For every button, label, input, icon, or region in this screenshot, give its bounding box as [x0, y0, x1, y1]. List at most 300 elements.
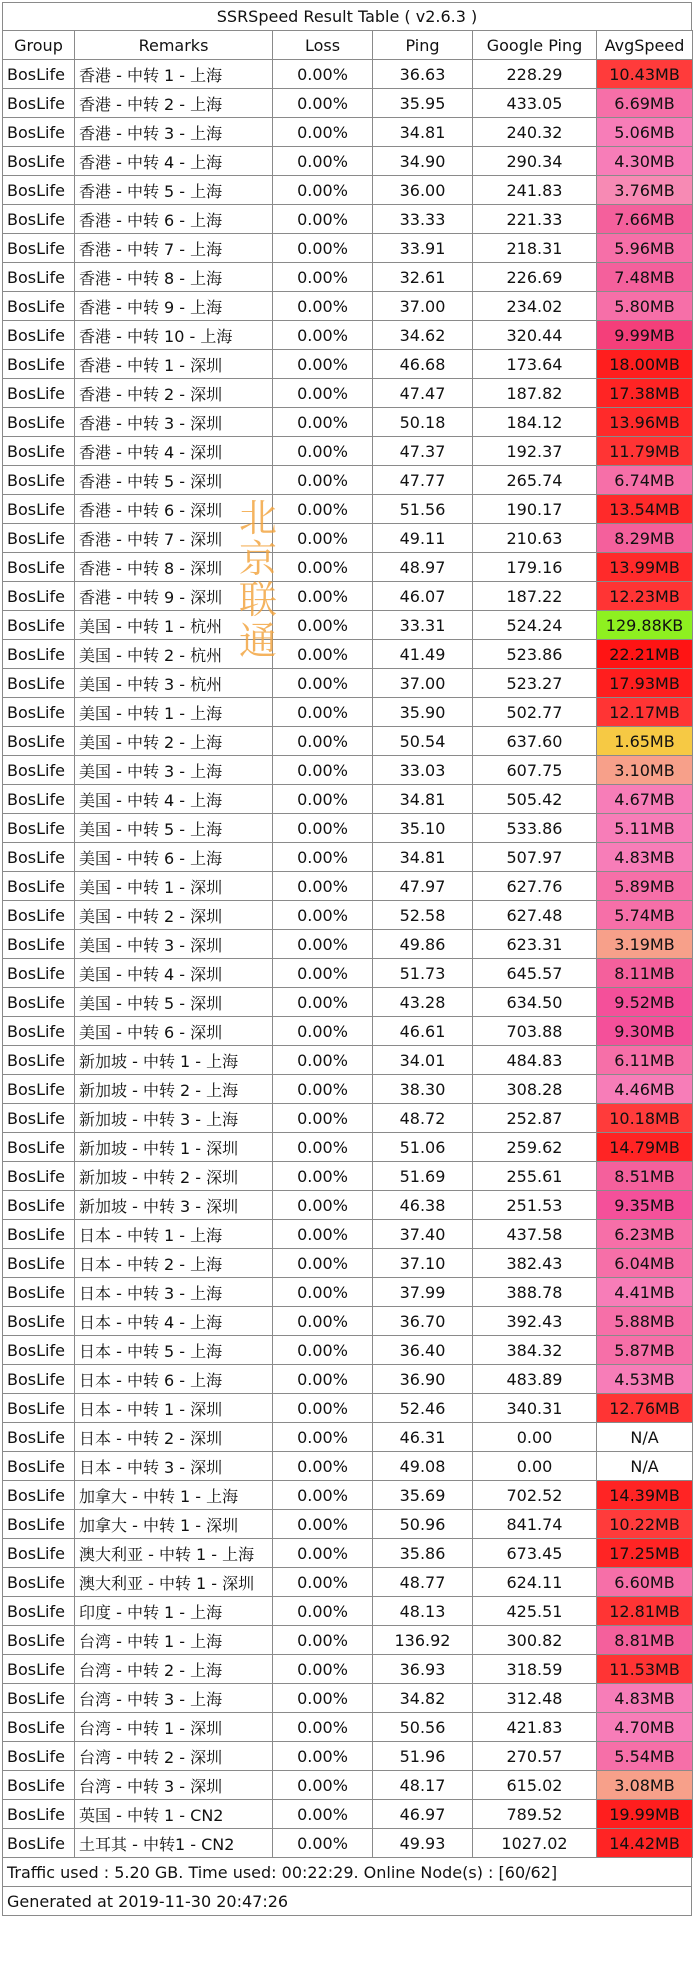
table-row — [3, 582, 693, 611]
google-ping-cell: 228.29 — [473, 60, 597, 89]
ping-cell: 49.08 — [373, 1452, 473, 1481]
loss-cell: 0.00% — [273, 176, 373, 205]
group-cell: BosLife — [3, 466, 75, 495]
ping-cell: 36.93 — [373, 1655, 473, 1684]
google-ping-cell: 0.00 — [473, 1452, 597, 1481]
ping-cell: 48.77 — [373, 1568, 473, 1597]
table-row — [3, 1626, 693, 1655]
google-ping-cell: 270.57 — [473, 1742, 597, 1771]
avgspeed-cell: 5.96MB — [597, 234, 693, 263]
group-cell: BosLife — [3, 843, 75, 872]
group-cell: BosLife — [3, 1133, 75, 1162]
avgspeed-cell: 11.79MB — [597, 437, 693, 466]
remarks-cell: 美国 - 中转 2 - 杭州 — [75, 640, 273, 669]
group-cell: BosLife — [3, 1394, 75, 1423]
group-cell: BosLife — [3, 1191, 75, 1220]
loss-cell: 0.00% — [273, 1162, 373, 1191]
table-row — [3, 1713, 693, 1742]
google-ping-cell: 702.52 — [473, 1481, 597, 1510]
loss-cell: 0.00% — [273, 466, 373, 495]
remarks-cell: 美国 - 中转 2 - 深圳 — [75, 901, 273, 930]
group-cell: BosLife — [3, 1452, 75, 1481]
table-row — [3, 669, 693, 698]
loss-cell: 0.00% — [273, 582, 373, 611]
loss-cell: 0.00% — [273, 1423, 373, 1452]
avgspeed-cell: 12.81MB — [597, 1597, 693, 1626]
loss-cell: 0.00% — [273, 1481, 373, 1510]
avgspeed-cell: 5.54MB — [597, 1742, 693, 1771]
google-ping-cell: 290.34 — [473, 147, 597, 176]
avgspeed-cell: 9.99MB — [597, 321, 693, 350]
ping-cell: 50.56 — [373, 1713, 473, 1742]
google-ping-cell: 483.89 — [473, 1365, 597, 1394]
ping-cell: 36.00 — [373, 176, 473, 205]
table-row — [3, 1742, 693, 1771]
loss-cell: 0.00% — [273, 640, 373, 669]
avgspeed-cell: 14.39MB — [597, 1481, 693, 1510]
table-row — [3, 437, 693, 466]
table-row — [3, 1104, 693, 1133]
group-cell: BosLife — [3, 1713, 75, 1742]
table-row — [3, 118, 693, 147]
remarks-cell: 加拿大 - 中转 1 - 上海 — [75, 1481, 273, 1510]
google-ping-cell: 523.27 — [473, 669, 597, 698]
google-ping-cell: 190.17 — [473, 495, 597, 524]
loss-cell: 0.00% — [273, 1771, 373, 1800]
loss-cell: 0.00% — [273, 437, 373, 466]
table-row — [3, 1800, 693, 1829]
column-header-loss: Loss — [273, 31, 373, 60]
group-cell: BosLife — [3, 582, 75, 611]
table-body — [3, 60, 693, 1858]
avgspeed-cell: 22.21MB — [597, 640, 693, 669]
group-cell: BosLife — [3, 89, 75, 118]
table-row — [3, 1655, 693, 1684]
ping-cell: 47.97 — [373, 872, 473, 901]
group-cell: BosLife — [3, 640, 75, 669]
avgspeed-cell: 12.76MB — [597, 1394, 693, 1423]
remarks-cell: 新加坡 - 中转 3 - 上海 — [75, 1104, 273, 1133]
group-cell: BosLife — [3, 785, 75, 814]
avgspeed-cell: 8.29MB — [597, 524, 693, 553]
ping-cell: 46.38 — [373, 1191, 473, 1220]
ping-cell: 46.07 — [373, 582, 473, 611]
avgspeed-cell: 5.88MB — [597, 1307, 693, 1336]
group-cell: BosLife — [3, 437, 75, 466]
table-row — [3, 379, 693, 408]
ping-cell: 32.61 — [373, 263, 473, 292]
table-row — [3, 1452, 693, 1481]
google-ping-cell: 241.83 — [473, 176, 597, 205]
watermark-char: 北 — [238, 496, 277, 540]
avgspeed-cell: 5.06MB — [597, 118, 693, 147]
table-row — [3, 1336, 693, 1365]
google-ping-cell: 382.43 — [473, 1249, 597, 1278]
google-ping-cell: 173.64 — [473, 350, 597, 379]
table-row — [3, 1510, 693, 1539]
ping-cell: 35.69 — [373, 1481, 473, 1510]
google-ping-cell: 627.76 — [473, 872, 597, 901]
column-header-remarks: Remarks — [75, 31, 273, 60]
avgspeed-cell: 12.17MB — [597, 698, 693, 727]
remarks-cell: 台湾 - 中转 3 - 深圳 — [75, 1771, 273, 1800]
google-ping-cell: 320.44 — [473, 321, 597, 350]
ping-cell: 41.49 — [373, 640, 473, 669]
google-ping-cell: 645.57 — [473, 959, 597, 988]
remarks-cell: 美国 - 中转 3 - 上海 — [75, 756, 273, 785]
remarks-cell: 香港 - 中转 1 - 上海 — [75, 60, 273, 89]
watermark-char: 通 — [238, 619, 277, 663]
group-cell: BosLife — [3, 901, 75, 930]
ping-cell: 34.82 — [373, 1684, 473, 1713]
table-row — [3, 785, 693, 814]
remarks-cell: 香港 - 中转 9 - 上海 — [75, 292, 273, 321]
table-row — [3, 1307, 693, 1336]
avgspeed-cell: 5.80MB — [597, 292, 693, 321]
google-ping-cell: 637.60 — [473, 727, 597, 756]
google-ping-cell: 524.24 — [473, 611, 597, 640]
group-cell: BosLife — [3, 669, 75, 698]
avgspeed-cell: 4.67MB — [597, 785, 693, 814]
table-row — [3, 1191, 693, 1220]
loss-cell: 0.00% — [273, 1220, 373, 1249]
avgspeed-cell: 9.30MB — [597, 1017, 693, 1046]
avgspeed-cell: N/A — [597, 1423, 693, 1452]
table-row — [3, 89, 693, 118]
google-ping-cell: 255.61 — [473, 1162, 597, 1191]
remarks-cell: 英国 - 中转 1 - CN2 — [75, 1800, 273, 1829]
table-row — [3, 988, 693, 1017]
loss-cell: 0.00% — [273, 1075, 373, 1104]
table-row — [3, 1278, 693, 1307]
loss-cell: 0.00% — [273, 379, 373, 408]
remarks-cell: 日本 - 中转 3 - 上海 — [75, 1278, 273, 1307]
table-row — [3, 1539, 693, 1568]
group-cell: BosLife — [3, 1481, 75, 1510]
group-cell: BosLife — [3, 176, 75, 205]
avgspeed-cell: 17.93MB — [597, 669, 693, 698]
ping-cell: 48.13 — [373, 1597, 473, 1626]
group-cell: BosLife — [3, 350, 75, 379]
remarks-cell: 新加坡 - 中转 2 - 深圳 — [75, 1162, 273, 1191]
remarks-cell: 香港 - 中转 7 - 深圳 — [75, 524, 273, 553]
google-ping-cell: 210.63 — [473, 524, 597, 553]
google-ping-cell: 312.48 — [473, 1684, 597, 1713]
avgspeed-cell: 4.46MB — [597, 1075, 693, 1104]
watermark-char: 京 — [238, 537, 277, 581]
google-ping-cell: 505.42 — [473, 785, 597, 814]
google-ping-cell: 607.75 — [473, 756, 597, 785]
loss-cell: 0.00% — [273, 1452, 373, 1481]
remarks-cell: 香港 - 中转 4 - 上海 — [75, 147, 273, 176]
loss-cell: 0.00% — [273, 959, 373, 988]
google-ping-cell: 218.31 — [473, 234, 597, 263]
loss-cell: 0.00% — [273, 930, 373, 959]
avgspeed-cell: 13.54MB — [597, 495, 693, 524]
google-ping-cell: 0.00 — [473, 1423, 597, 1452]
remarks-cell: 新加坡 - 中转 1 - 上海 — [75, 1046, 273, 1075]
group-cell: BosLife — [3, 1017, 75, 1046]
google-ping-cell: 240.32 — [473, 118, 597, 147]
ping-cell: 33.03 — [373, 756, 473, 785]
google-ping-cell: 627.48 — [473, 901, 597, 930]
group-cell: BosLife — [3, 1626, 75, 1655]
group-cell: BosLife — [3, 1510, 75, 1539]
ping-cell: 36.70 — [373, 1307, 473, 1336]
remarks-cell: 日本 - 中转 2 - 深圳 — [75, 1423, 273, 1452]
loss-cell: 0.00% — [273, 698, 373, 727]
table-row — [3, 756, 693, 785]
avgspeed-cell: N/A — [597, 1452, 693, 1481]
avgspeed-cell: 14.42MB — [597, 1829, 693, 1858]
remarks-cell: 美国 - 中转 4 - 深圳 — [75, 959, 273, 988]
table-row — [3, 234, 693, 263]
ping-cell: 34.62 — [373, 321, 473, 350]
ping-cell: 51.69 — [373, 1162, 473, 1191]
group-cell: BosLife — [3, 756, 75, 785]
ping-cell: 49.93 — [373, 1829, 473, 1858]
avgspeed-cell: 3.19MB — [597, 930, 693, 959]
google-ping-cell: 634.50 — [473, 988, 597, 1017]
avgspeed-cell: 12.23MB — [597, 582, 693, 611]
avgspeed-cell: 3.08MB — [597, 1771, 693, 1800]
group-cell: BosLife — [3, 1075, 75, 1104]
remarks-cell: 日本 - 中转 6 - 上海 — [75, 1365, 273, 1394]
table-row — [3, 1075, 693, 1104]
group-cell: BosLife — [3, 321, 75, 350]
traffic-summary: Traffic used : 5.20 GB. Time used: 00:22:29. Online Node(s) : [60/62] — [2, 1858, 692, 1887]
google-ping-cell: 484.83 — [473, 1046, 597, 1075]
google-ping-cell: 425.51 — [473, 1597, 597, 1626]
ping-cell: 37.00 — [373, 669, 473, 698]
avgspeed-cell: 1.65MB — [597, 727, 693, 756]
remarks-cell: 新加坡 - 中转 1 - 深圳 — [75, 1133, 273, 1162]
table-row — [3, 1365, 693, 1394]
loss-cell: 0.00% — [273, 1626, 373, 1655]
avgspeed-cell: 8.11MB — [597, 959, 693, 988]
group-cell: BosLife — [3, 1104, 75, 1133]
table-row — [3, 321, 693, 350]
loss-cell: 0.00% — [273, 1046, 373, 1075]
ping-cell: 52.58 — [373, 901, 473, 930]
google-ping-cell: 502.77 — [473, 698, 597, 727]
remarks-cell: 香港 - 中转 2 - 深圳 — [75, 379, 273, 408]
ping-cell: 46.61 — [373, 1017, 473, 1046]
loss-cell: 0.00% — [273, 1655, 373, 1684]
google-ping-cell: 259.62 — [473, 1133, 597, 1162]
avgspeed-cell: 5.74MB — [597, 901, 693, 930]
loss-cell: 0.00% — [273, 988, 373, 1017]
generated-timestamp: Generated at 2019-11-30 20:47:26 — [2, 1887, 692, 1916]
avgspeed-cell: 129.88KB — [597, 611, 693, 640]
ping-cell: 34.81 — [373, 843, 473, 872]
loss-cell: 0.00% — [273, 89, 373, 118]
table-row — [3, 959, 693, 988]
ping-cell: 51.96 — [373, 1742, 473, 1771]
remarks-cell: 美国 - 中转 5 - 上海 — [75, 814, 273, 843]
table-row — [3, 1568, 693, 1597]
column-header-google-ping: Google Ping — [473, 31, 597, 60]
table-row — [3, 930, 693, 959]
group-cell: BosLife — [3, 1307, 75, 1336]
remarks-cell: 香港 - 中转 5 - 上海 — [75, 176, 273, 205]
remarks-cell: 日本 - 中转 1 - 深圳 — [75, 1394, 273, 1423]
ping-cell: 136.92 — [373, 1626, 473, 1655]
remarks-cell: 美国 - 中转 3 - 深圳 — [75, 930, 273, 959]
group-cell: BosLife — [3, 988, 75, 1017]
table-row — [3, 176, 693, 205]
group-cell: BosLife — [3, 379, 75, 408]
table-row — [3, 1771, 693, 1800]
table-row — [3, 350, 693, 379]
group-cell: BosLife — [3, 1423, 75, 1452]
remarks-cell: 日本 - 中转 4 - 上海 — [75, 1307, 273, 1336]
result-table-container — [2, 2, 692, 1916]
remarks-cell: 香港 - 中转 5 - 深圳 — [75, 466, 273, 495]
avgspeed-cell: 9.35MB — [597, 1191, 693, 1220]
ping-cell: 47.47 — [373, 379, 473, 408]
google-ping-cell: 437.58 — [473, 1220, 597, 1249]
google-ping-cell: 433.05 — [473, 89, 597, 118]
avgspeed-cell: 9.52MB — [597, 988, 693, 1017]
loss-cell: 0.00% — [273, 785, 373, 814]
table-row — [3, 611, 693, 640]
loss-cell: 0.00% — [273, 756, 373, 785]
avgspeed-cell: 6.69MB — [597, 89, 693, 118]
avgspeed-cell: 7.48MB — [597, 263, 693, 292]
ping-cell: 33.31 — [373, 611, 473, 640]
group-cell: BosLife — [3, 1220, 75, 1249]
remarks-cell: 美国 - 中转 6 - 深圳 — [75, 1017, 273, 1046]
group-cell: BosLife — [3, 872, 75, 901]
google-ping-cell: 251.53 — [473, 1191, 597, 1220]
avgspeed-cell: 6.04MB — [597, 1249, 693, 1278]
loss-cell: 0.00% — [273, 321, 373, 350]
avgspeed-cell: 17.25MB — [597, 1539, 693, 1568]
google-ping-cell: 187.82 — [473, 379, 597, 408]
loss-cell: 0.00% — [273, 1365, 373, 1394]
group-cell: BosLife — [3, 1655, 75, 1684]
loss-cell: 0.00% — [273, 1829, 373, 1858]
google-ping-cell: 421.83 — [473, 1713, 597, 1742]
remarks-cell: 香港 - 中转 6 - 深圳 — [75, 495, 273, 524]
group-cell: BosLife — [3, 1684, 75, 1713]
ping-cell: 43.28 — [373, 988, 473, 1017]
loss-cell: 0.00% — [273, 1800, 373, 1829]
avgspeed-cell: 8.51MB — [597, 1162, 693, 1191]
avgspeed-cell: 4.83MB — [597, 1684, 693, 1713]
google-ping-cell: 234.02 — [473, 292, 597, 321]
remarks-cell: 香港 - 中转 2 - 上海 — [75, 89, 273, 118]
loss-cell: 0.00% — [273, 1278, 373, 1307]
table-row — [3, 1684, 693, 1713]
avgspeed-cell: 13.99MB — [597, 553, 693, 582]
column-header-ping: Ping — [373, 31, 473, 60]
google-ping-cell: 184.12 — [473, 408, 597, 437]
remarks-cell: 加拿大 - 中转 1 - 深圳 — [75, 1510, 273, 1539]
google-ping-cell: 308.28 — [473, 1075, 597, 1104]
remarks-cell: 澳大利亚 - 中转 1 - 上海 — [75, 1539, 273, 1568]
table-row — [3, 1046, 693, 1075]
loss-cell: 0.00% — [273, 1307, 373, 1336]
ping-cell: 48.72 — [373, 1104, 473, 1133]
loss-cell: 0.00% — [273, 1191, 373, 1220]
google-ping-cell: 226.69 — [473, 263, 597, 292]
group-cell: BosLife — [3, 553, 75, 582]
loss-cell: 0.00% — [273, 1104, 373, 1133]
group-cell: BosLife — [3, 1162, 75, 1191]
avgspeed-cell: 4.83MB — [597, 843, 693, 872]
loss-cell: 0.00% — [273, 292, 373, 321]
avgspeed-cell: 5.89MB — [597, 872, 693, 901]
table-row — [3, 147, 693, 176]
remarks-cell: 台湾 - 中转 1 - 深圳 — [75, 1713, 273, 1742]
table-row — [3, 814, 693, 843]
remarks-cell: 新加坡 - 中转 2 - 上海 — [75, 1075, 273, 1104]
ping-cell: 50.96 — [373, 1510, 473, 1539]
remarks-cell: 印度 - 中转 1 - 上海 — [75, 1597, 273, 1626]
ping-cell: 51.06 — [373, 1133, 473, 1162]
avgspeed-cell: 18.00MB — [597, 350, 693, 379]
loss-cell: 0.00% — [273, 205, 373, 234]
loss-cell: 0.00% — [273, 1713, 373, 1742]
google-ping-cell: 392.43 — [473, 1307, 597, 1336]
avgspeed-cell: 3.76MB — [597, 176, 693, 205]
ping-cell: 34.90 — [373, 147, 473, 176]
google-ping-cell: 615.02 — [473, 1771, 597, 1800]
google-ping-cell: 841.74 — [473, 1510, 597, 1539]
ping-cell: 47.77 — [373, 466, 473, 495]
group-cell: BosLife — [3, 1539, 75, 1568]
google-ping-cell: 507.97 — [473, 843, 597, 872]
loss-cell: 0.00% — [273, 611, 373, 640]
remarks-cell: 土耳其 - 中转1 - CN2 — [75, 1829, 273, 1858]
ping-cell: 33.33 — [373, 205, 473, 234]
avgspeed-cell: 6.11MB — [597, 1046, 693, 1075]
avgspeed-cell: 4.30MB — [597, 147, 693, 176]
remarks-cell: 美国 - 中转 1 - 杭州 — [75, 611, 273, 640]
google-ping-cell: 340.31 — [473, 1394, 597, 1423]
avgspeed-cell: 5.87MB — [597, 1336, 693, 1365]
avgspeed-cell: 10.18MB — [597, 1104, 693, 1133]
remarks-cell: 美国 - 中转 4 - 上海 — [75, 785, 273, 814]
group-cell: BosLife — [3, 1742, 75, 1771]
group-cell: BosLife — [3, 959, 75, 988]
group-cell: BosLife — [3, 814, 75, 843]
table-row — [3, 640, 693, 669]
remarks-cell: 台湾 - 中转 3 - 上海 — [75, 1684, 273, 1713]
avgspeed-cell: 3.10MB — [597, 756, 693, 785]
ping-cell: 36.90 — [373, 1365, 473, 1394]
group-cell: BosLife — [3, 1278, 75, 1307]
loss-cell: 0.00% — [273, 727, 373, 756]
avgspeed-cell: 11.53MB — [597, 1655, 693, 1684]
avgspeed-cell: 5.11MB — [597, 814, 693, 843]
avgspeed-cell: 13.96MB — [597, 408, 693, 437]
ping-cell: 34.81 — [373, 785, 473, 814]
ping-cell: 35.95 — [373, 89, 473, 118]
avgspeed-cell: 19.99MB — [597, 1800, 693, 1829]
remarks-cell: 香港 - 中转 8 - 深圳 — [75, 553, 273, 582]
table-row — [3, 727, 693, 756]
table-row — [3, 1220, 693, 1249]
loss-cell: 0.00% — [273, 1017, 373, 1046]
group-cell: BosLife — [3, 292, 75, 321]
google-ping-cell: 252.87 — [473, 1104, 597, 1133]
ping-cell: 35.86 — [373, 1539, 473, 1568]
remarks-cell: 台湾 - 中转 1 - 上海 — [75, 1626, 273, 1655]
avgspeed-cell: 10.43MB — [597, 60, 693, 89]
